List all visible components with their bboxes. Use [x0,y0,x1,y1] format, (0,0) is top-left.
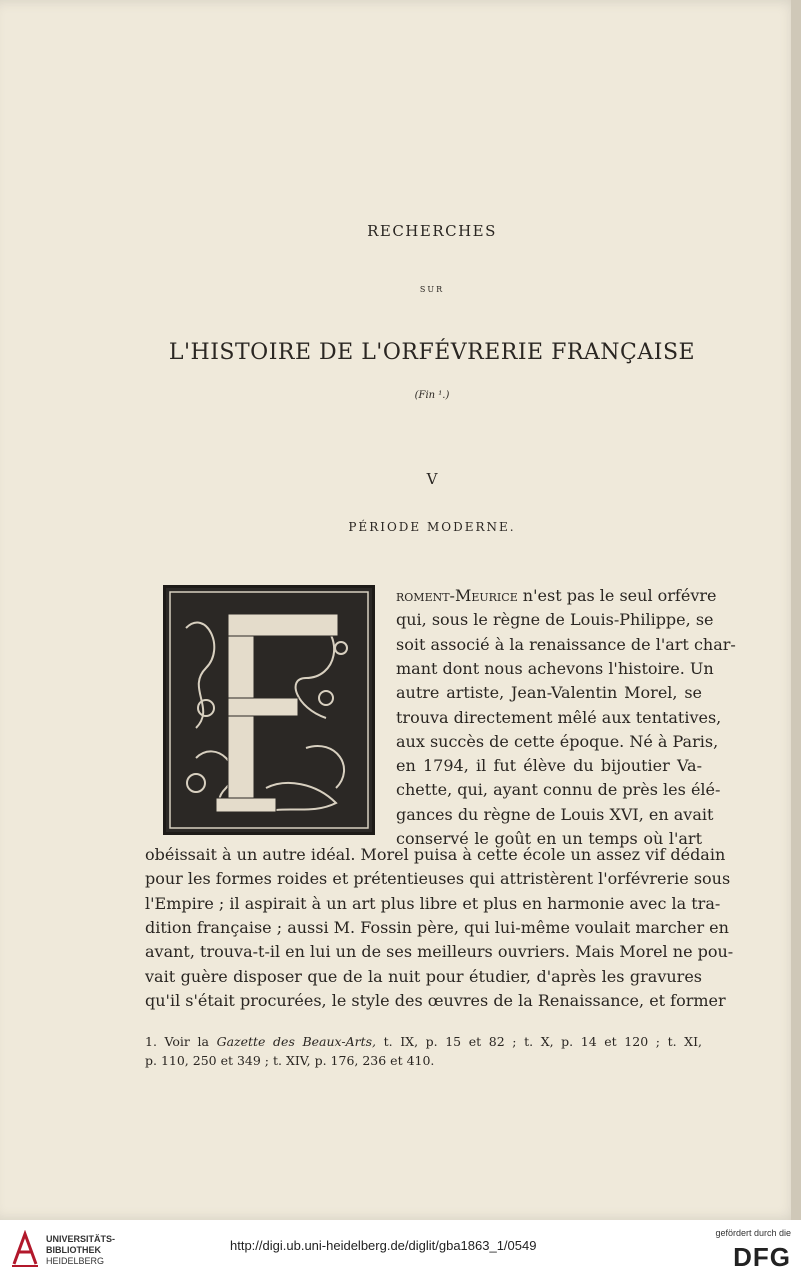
body-line: conservé le goût en un temps où l'art [396,829,702,848]
heading-fin: (Fin ¹.) [414,390,450,401]
footnote-post: t. IX, p. 15 et 82 ; t. X, p. 14 et 120 ; t. XI, [376,1034,702,1049]
body-line: autre artiste, Jean-Valentin Morel, se [396,683,702,703]
body-line: l'Empire ; il aspirait à un art plus libre et plus en harmonie avec la tra- [145,893,721,913]
body-line: vait guère disposer que de la nuit pour étudier, d'après les gravures [145,966,702,986]
library-name-line-2: BIBLIOTHEK [46,1245,101,1255]
footnote-line-1 [145,1032,702,1051]
body-line: pour les formes roides et prétentieuses qui attristèrent l'orfévrerie sous [145,869,731,889]
body-line: qu'il s'était procurées, le style des œuvres de la Renaissance, et former [145,990,726,1010]
body-line: mant dont nous achevons l'histoire. Un [396,658,714,678]
funding-note: gefördert durch die [715,1228,791,1238]
dropcap-f-ornament [163,585,375,835]
body-line: soit associé à la renaissance de l'art char- [396,634,736,654]
floral-letter-f-icon [166,588,372,832]
body-line: chette, qui, ayant connu de près les élé- [396,780,721,800]
body-line: qui, sous le règne de Louis-Philippe, se [396,610,714,630]
footnote [145,1032,702,1070]
page-title: L'HISTOIRE DE L'ORFÉVRERIE FRANÇAISE [168,340,696,365]
section-title: PÉRIODE MODERNE. [348,520,516,534]
footnote-line-2: p. 110, 250 et 349 ; t. XIV, p. 176, 236 et 410. [145,1053,435,1068]
dfg-logo: DFG [733,1242,791,1272]
heading-recherches: RECHERCHES [367,222,497,240]
body-line: roment-Meurice n'est pas le seul orfévre [396,586,717,605]
library-name [46,1234,115,1267]
body-line: dition française ; aussi M. Fossin père, qui lui-même voulait marcher en [145,917,729,937]
body-line: avant, trouva-t-il en lui un de ses meilleurs ouvriers. Mais Morel ne pou- [145,942,734,962]
footnote-journal-title: Gazette des Beaux-Arts, [216,1034,377,1049]
body-line: en 1794, il fut élève du bijoutier Va- [396,756,702,776]
footnote-pre: 1. Voir la [145,1034,217,1049]
heading-sur: SUR [419,285,445,294]
viewer-footer [0,1220,801,1278]
chapter-numeral: V [426,470,438,488]
body-line: trouva directement mêlé aux tentatives, [396,707,722,727]
lead-in-smallcaps: roment-Meurice [396,586,518,605]
body-line: obéissait à un autre idéal. Morel puisa à cette école un assez vif dédain [145,845,726,864]
page-edge-shadow [791,0,801,1220]
body-line: aux succès de cette époque. Né à Paris, [396,731,719,751]
library-name-line-3: HEIDELBERG [46,1256,105,1266]
library-name-line-1: UNIVERSITÄTS- [46,1234,116,1244]
body-line: gances du règne de Louis XVI, en avait [396,804,714,824]
permalink-url[interactable]: http://digi.ub.uni-heidelberg.de/diglit/gba1863_1/0549 [230,1238,537,1253]
university-library-logo-icon [10,1230,40,1268]
